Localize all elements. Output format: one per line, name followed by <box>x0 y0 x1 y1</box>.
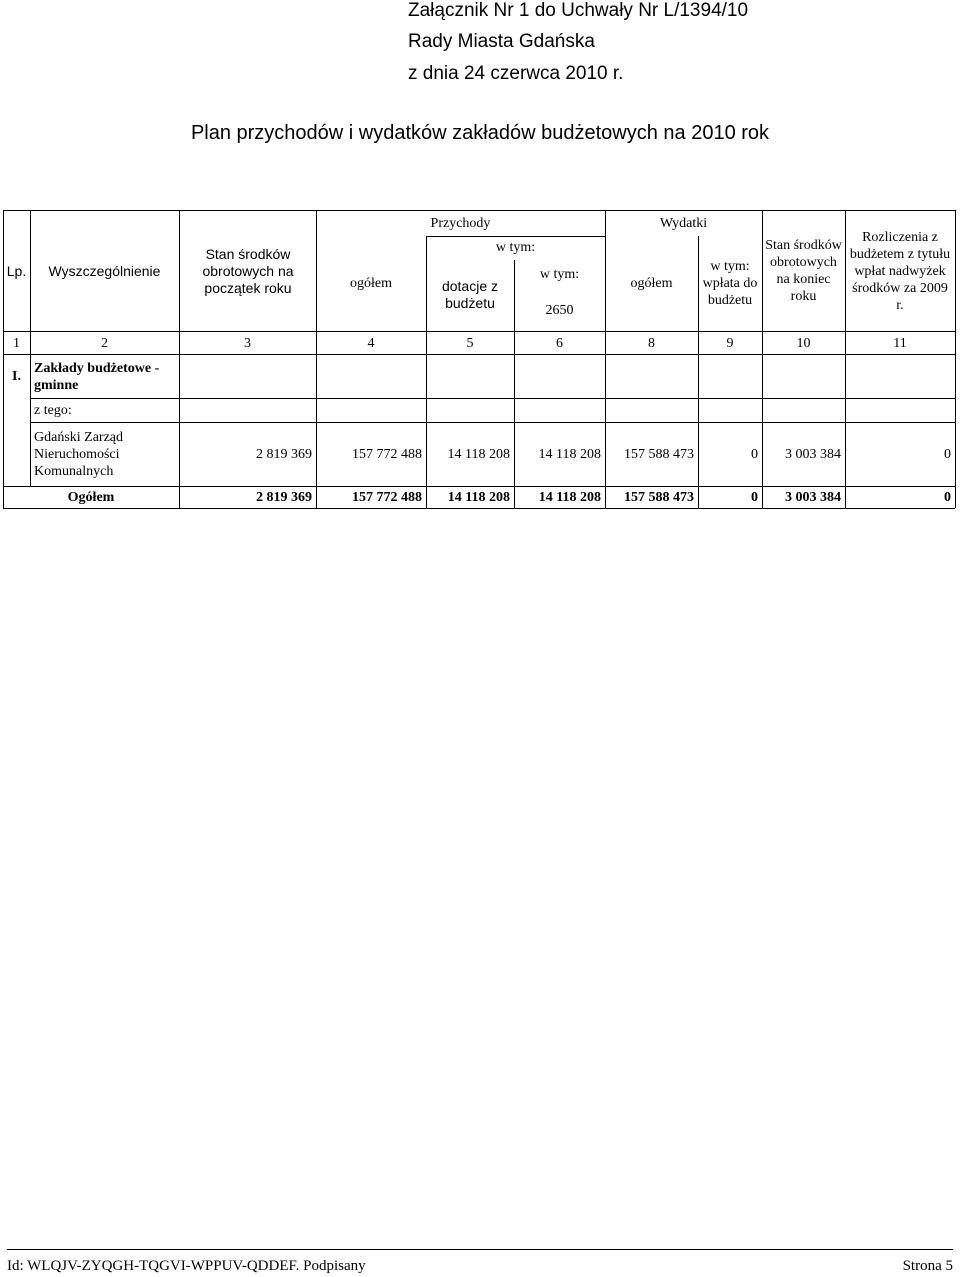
header-lp: Lp. <box>6 262 27 279</box>
header-stan-poczatek: Stan środków obrotowych na początek roku <box>202 245 294 296</box>
header-stan-koniec: Stan środków obrotowych na koniec roku <box>765 238 842 304</box>
col-number: 10 <box>796 335 811 351</box>
total-value: 0 <box>751 490 758 505</box>
total-value: 14 118 208 <box>447 490 510 505</box>
col-number: 11 <box>893 335 907 351</box>
row-name: Gdański Zarząd Nieruchomości Komunalnych <box>34 430 124 479</box>
header-wyszczegolnienie: Wyszczególnienie <box>48 262 161 279</box>
footer-id: Id: WLQJV-ZYQGH-TQGVI-WPPUV-QDDEF. Podpisany <box>7 1258 366 1274</box>
row-value: 0 <box>751 447 758 462</box>
footer-divider <box>7 1249 953 1250</box>
col-number: 4 <box>367 335 375 351</box>
total-label: Ogółem <box>67 490 115 505</box>
col-number: 5 <box>466 335 474 351</box>
row-value: 3 003 384 <box>785 447 841 462</box>
header-line-3: z dnia 24 czerwca 2010 r. <box>408 63 624 84</box>
header-wydatki-ogolem: ogółem <box>630 276 673 291</box>
footer-page: Strona 5 <box>902 1258 953 1274</box>
row-value: 14 118 208 <box>538 447 601 462</box>
col-number: 6 <box>556 335 563 351</box>
total-value: 0 <box>944 490 951 505</box>
header-wydatki: Wydatki <box>659 215 708 231</box>
z-tego-label: z tego: <box>34 403 72 418</box>
header-line-1: Załącznik Nr 1 do Uchwały Nr L/1394/10 <box>408 0 749 21</box>
col-number: 2 <box>101 335 108 351</box>
header-line-2: Rady Miasta Gdańska <box>408 31 595 52</box>
page-title: Plan przychodów i wydatków zakładów budżetowych na 2010 rok <box>190 122 770 144</box>
header-przychody: Przychody <box>430 215 491 231</box>
col-number: 3 <box>244 335 251 351</box>
total-value: 2 819 369 <box>256 490 312 505</box>
col-number: 9 <box>726 335 734 351</box>
row-value: 0 <box>944 447 951 462</box>
header-przychody-ogolem: ogółem <box>350 276 392 291</box>
row-value: 14 118 208 <box>447 447 510 462</box>
col-number: 1 <box>13 335 20 351</box>
header-rozliczenia: Rozliczenia z budżetem z tytułu wpłat nadwyżek środków za 2009 r. <box>849 229 951 313</box>
header-dotacje: dotacje z budżetu <box>441 277 499 311</box>
row-value: 157 588 473 <box>624 447 694 462</box>
col-number: 8 <box>648 335 655 351</box>
total-value: 157 588 473 <box>624 490 694 505</box>
section-label: Zakłady budżetowe -gminne <box>34 360 160 393</box>
section-lp: I. <box>12 369 21 384</box>
total-value: 157 772 488 <box>352 490 422 505</box>
header-par-2650: 2650 <box>545 302 574 318</box>
total-value: 14 118 208 <box>538 490 601 505</box>
header-przychody-w-tym: w tym: <box>495 239 536 255</box>
row-value: 157 772 488 <box>352 447 422 462</box>
header-dotacje-w-tym: w tym: <box>539 266 580 282</box>
header-wplata: w tym: wpłata do budżetu <box>702 259 758 308</box>
total-value: 3 003 384 <box>785 490 841 505</box>
row-value: 2 819 369 <box>256 447 312 462</box>
